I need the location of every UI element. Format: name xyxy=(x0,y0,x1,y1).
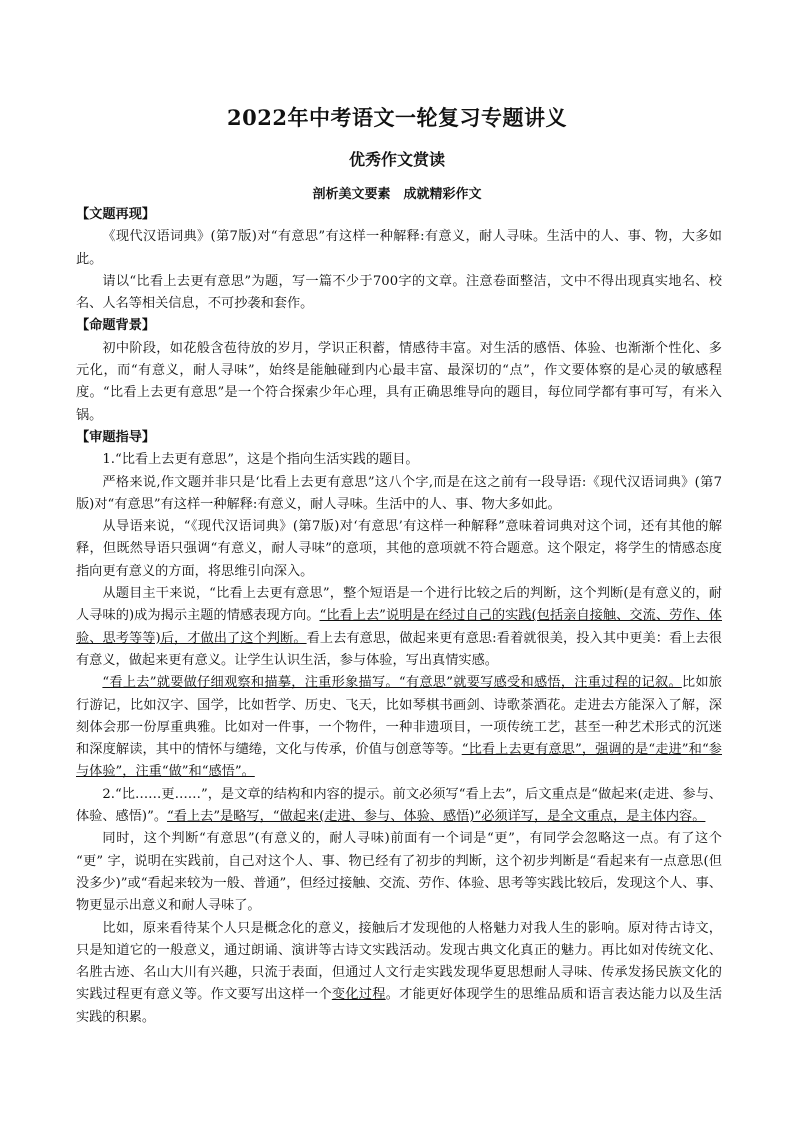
text-span: 。才能更好体现学生的思维品质和语言表达能力以及生活实践的积累。 xyxy=(76,987,723,1025)
underlined-text: “看上去”就要做仔细观察和描摹，注重形象描写。“有意思”就要写感受和感悟，注重过程的记叙。 xyxy=(102,675,682,691)
document-title: 2022年中考语文一轮复习专题讲义 xyxy=(227,105,567,130)
text-span: 2.“比……更……”，是文章的结构和内容的提示。前文必须写“看上去”，后文重点是“做起来(走进、参与、体验、感悟)”。 xyxy=(76,786,722,825)
text-span: 从题目主干来说，“比看上去更有意思”，整个短语是一个进行比较之后的判断，这个判断(是有意义的，耐人寻味的)成为揭示主题的情感表现方向。 xyxy=(76,586,722,624)
document-subtitle: 优秀作文赏读 xyxy=(348,150,445,169)
underlined-text: 变化过程 xyxy=(331,987,386,1003)
text-span: 看上去有意思，做起来更有意思:看着就很美，投入其中更美：看上去很有意义，做起来更有意义。让学生认识生活，参与体验，写出真情实感。 xyxy=(76,630,722,668)
paragraph: 1.“比看上去更有意思”，这是个指向生活实践的题目。 xyxy=(102,452,419,468)
paragraph xyxy=(76,583,722,672)
underlined-text: “比看上去更有意思”，强调的是“走进”和“参与体验”，注重“做”和“感悟”。 xyxy=(76,742,722,780)
paragraph xyxy=(76,784,722,829)
paragraph: 同时，这个判断“有意思”(有意义的，耐人寻味)前面有一个词是“更”，有同学会忽略这一点。有了这个 “更” 字，说明在实践前，自己对这个人、事、物已经有了初步的判断，这个初步判断是“看起来有一点意思(但没多少)”或“看起来较为一般、普通”，但经过接触、交流、劳作、体验、思考等实践比较后，发现这个人、事、物更显示出意义和耐人寻味了。 xyxy=(76,831,722,914)
section-heading-topic: 【文题再现】 xyxy=(76,207,156,222)
paragraph: 《现代汉语词典》(第7版)对“有意思”有这样一种解释:有意义，耐人寻味。生活中的人、事、物，大多如此。 xyxy=(76,229,722,267)
underlined-text: “看上去”是略写，“做起来(走进、参与、体验、感悟)”必须详写，是全文重点，是主体内容。 xyxy=(167,809,706,825)
document-body xyxy=(76,204,722,1029)
document-subsubtitle: 剖析美文要素 成就精彩作文 xyxy=(312,187,482,202)
paragraph: 严格来说,作文题并非只是‘比看上去更有意思”这八个字,而是在这之前有一段导语:《现代汉语词典》(第7版)对“有意思”有这样一种解释:有意义，耐人寻味。生活中的人、事、物大多如此。 xyxy=(76,474,722,512)
section-heading-guidance: 【审题指导】 xyxy=(76,429,156,445)
text-span: 比如，原来看待某个人只是概念化的意义，接触后才发现他的人格魅力对我人生的影响。原对待古诗文，只是知道它的一般意义，通过朗诵、演讲等古诗文实践活动。发现古典文化真正的魅力。再比如对传统文化、名胜古迹、名山大川有兴趣，只流于表面，但通过人文行走实践发现华夏思想耐人寻味、传承发扬民族文化的实践过程更有意义等。作文要写出这样一个 xyxy=(76,920,722,1003)
paragraph: 初中阶段，如花般含苞待放的岁月，学识正积蓄，情感待丰富。对生活的感悟、体验、也渐渐个性化、多元化，而“有意义，耐人寻味”，始终是能触碰到内心最丰富、最深切的“点”，作文要体察的是心灵的敏感程度。“比看上去更有意思”是一个符合探索少年心理，具有正确思维导向的题目，每位同学都有事可写，有米入锅。 xyxy=(76,340,722,423)
underlined-text: “比看上去”说明是在经过自己的实践(包括亲自接触、交流、劳作、体验、思考等等)后，才做出了这个判断。 xyxy=(76,608,722,646)
text-span: 比如旅行游记，比如汉字、国学，比如哲学、历史、飞天，比如琴棋书画剑、诗歌茶酒花。走进去方能深入了解，深刻体会那一份厚重典雅。比如对一件事，一个物件，一种非遗项目，一项传统工艺，甚至一种艺术形式的沉迷和深度解读，其中的情怀与缱绻，文化与传承，价值与创意等等。 xyxy=(76,675,722,758)
paragraph: 从导语来说，“《现代汉语词典》(第7版)对‘有意思’有这样一种解释”意味着词典对这个词，还有其他的解释，但既然导语只强调“有意义，耐人寻味”的意项，其他的意项就不符合题意。这个限定，将学生的情感态度指向更有意义的方面，将思维引向深入。 xyxy=(76,519,722,579)
paragraph: 请以“比看上去更有意思”为题，写一篇不少于700字的文章。注意卷面整洁，文中不得出现真实地名、校名、人名等相关信息，不可抄袭和套作。 xyxy=(76,273,722,312)
paragraph xyxy=(76,918,722,1029)
paragraph xyxy=(76,672,722,783)
section-heading-background: 【命题背景】 xyxy=(76,318,156,334)
